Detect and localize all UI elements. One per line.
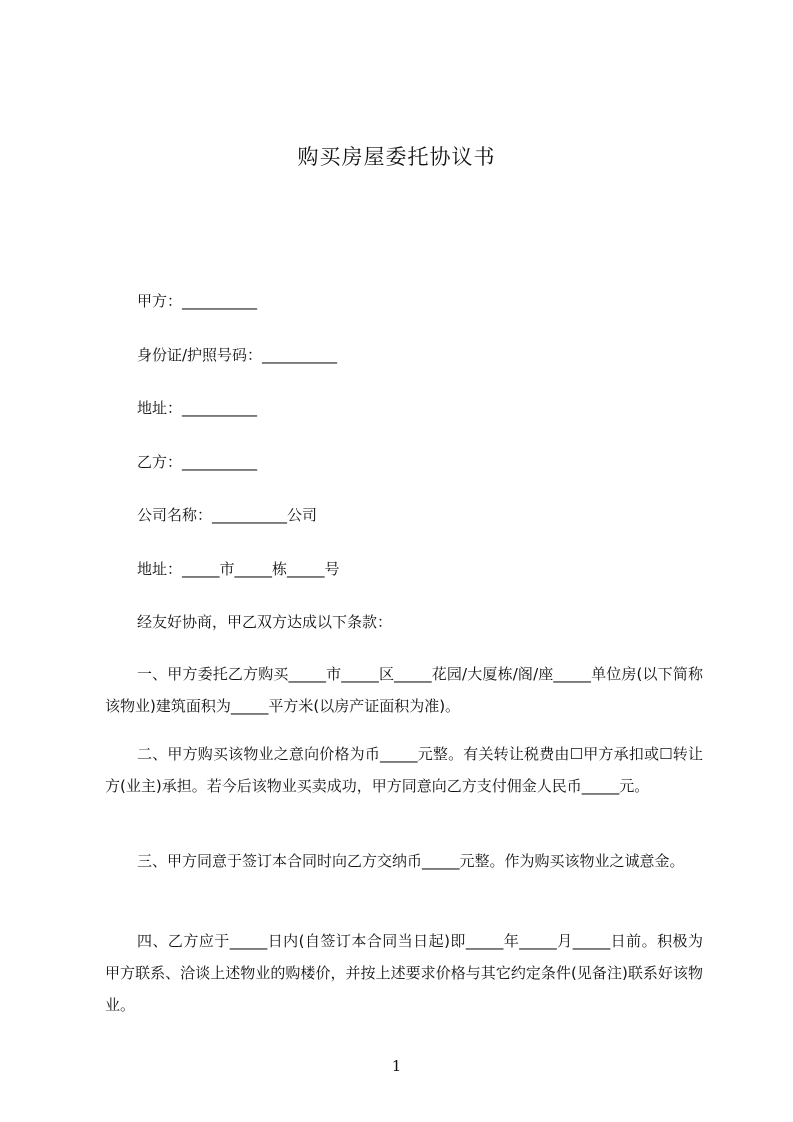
clause-4: 四、乙方应于_____日内(自签订本合同当日起)即_____年_____月_____日前。积极为甲方联系、洽谈上述物业的购楼价，并按上述要求价格与其它约定条件(见备注)联系好该物业。 xyxy=(105,932,703,1014)
page-number: 1 xyxy=(391,1057,402,1075)
clause-2: 二、甲方购买该物业之意向价格为币_____元整。有关转让税费由☐甲方承扣或☐转让方(业主)承担。若今后该物业买卖成功，甲方同意向乙方支付佣金人民币_____元。 xyxy=(105,745,703,795)
party-a-field: 甲方：__________ xyxy=(137,292,258,310)
document-title: 购买房屋委托协议书 xyxy=(297,145,496,169)
clause-3: 三、甲方同意于签订本合同时向乙方交纳币_____元整。作为购买该物业之诚意金。 xyxy=(137,852,685,870)
id-number-field: 身份证/护照号码：__________ xyxy=(137,346,338,364)
company-name-field: 公司名称：__________公司 xyxy=(137,506,318,524)
clause-1: 一、甲方委托乙方购买_____市_____区_____花园/大厦栋/阁/座_____单位房(以下简称该物业)建筑面积为_____平方米(以房产证面积为准)。 xyxy=(105,665,703,715)
party-a-address-field: 地址：__________ xyxy=(137,399,258,417)
intro-text: 经友好协商，甲乙双方达成以下条款： xyxy=(137,613,393,631)
party-b-field: 乙方：__________ xyxy=(137,453,258,471)
party-b-address-field: 地址：_____市_____栋_____号 xyxy=(137,560,340,578)
